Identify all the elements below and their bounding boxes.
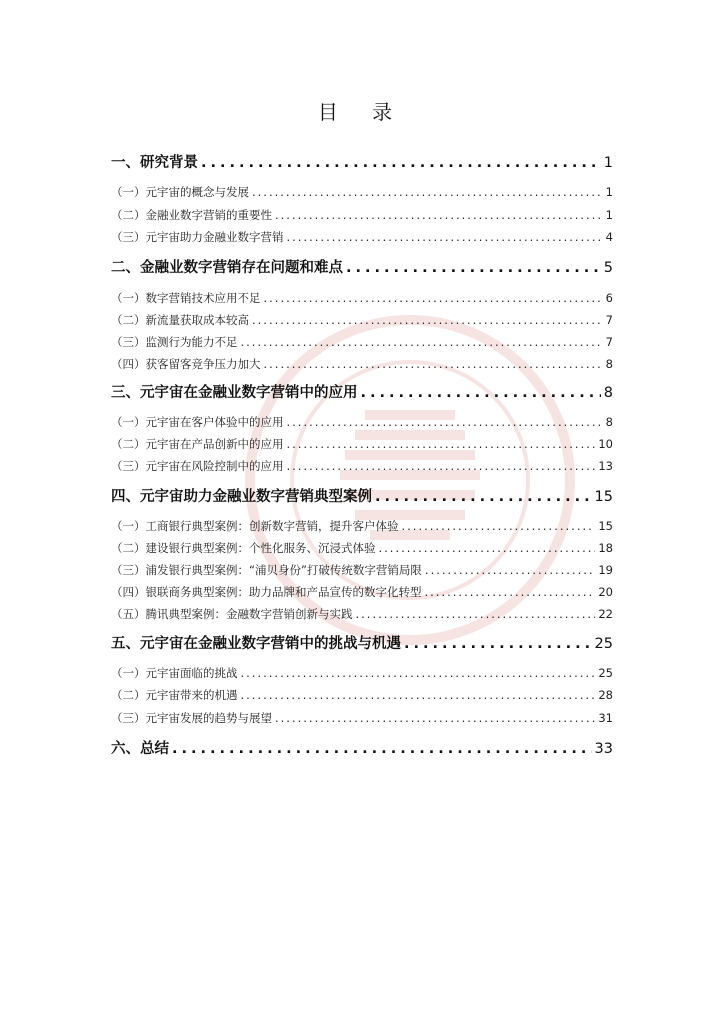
toc-section-entry[interactable] xyxy=(111,737,613,758)
toc-page-number: 25 xyxy=(598,666,613,680)
toc-leader-dots xyxy=(425,585,596,599)
toc-entry-title: （一）元宇宙在客户体验中的应用 xyxy=(111,415,284,429)
toc-subsection-entry[interactable] xyxy=(111,290,613,306)
toc-subsection-entry[interactable] xyxy=(111,458,613,474)
toc-subsection-entry[interactable] xyxy=(111,606,613,622)
toc-section-entry[interactable] xyxy=(111,485,613,506)
toc-leader-dots xyxy=(287,415,603,429)
toc-entry-title: （一）工商银行典型案例：创新数字营销，提升客户体验 xyxy=(111,519,399,533)
toc-entry-title: （四）银联商务典型案例：助力品牌和产品宣传的数字化转型 xyxy=(111,585,422,599)
toc-subsection-entry[interactable] xyxy=(111,540,613,556)
toc-subsection-entry[interactable] xyxy=(111,665,613,681)
toc-page-number: 31 xyxy=(598,711,613,725)
toc-subsection-entry[interactable] xyxy=(111,414,613,430)
toc-section-entry[interactable] xyxy=(111,256,613,277)
toc-leader-dots xyxy=(275,711,595,725)
toc-page-number: 8 xyxy=(605,357,613,371)
toc-entry-title: （三）浦发银行典型案例：“浦贝身份”打破传统数字营销局限 xyxy=(111,563,422,577)
toc-leader-dots xyxy=(346,260,601,276)
toc-leader-dots xyxy=(264,357,603,371)
toc-page-number: 5 xyxy=(603,260,613,276)
toc-page-number: 13 xyxy=(598,459,613,473)
toc-entry-title: 三、元宇宙在金融业数字营销中的应用 xyxy=(111,385,358,401)
toc-leader-dots xyxy=(172,741,592,757)
toc-entry-title: （二）建设银行典型案例：个性化服务、沉浸式体验 xyxy=(111,541,376,555)
toc-page-number: 1 xyxy=(605,185,613,199)
toc-leader-dots xyxy=(275,208,603,222)
toc-entry-title: 一、研究背景 xyxy=(111,155,198,171)
toc-entry-title: （一）元宇宙的概念与发展 xyxy=(111,185,249,199)
toc-entry-title: 六、总结 xyxy=(111,741,169,757)
toc-leader-dots xyxy=(264,291,603,305)
toc-leader-dots xyxy=(287,230,603,244)
toc-subsection-entry[interactable] xyxy=(111,562,613,578)
toc-page-number: 18 xyxy=(598,541,613,555)
toc-subsection-entry[interactable] xyxy=(111,356,613,372)
toc-entry-title: 五、元宇宙在金融业数字营销中的挑战与机遇 xyxy=(111,636,401,652)
toc-entry-title: （三）元宇宙在风险控制中的应用 xyxy=(111,459,284,473)
toc-leader-dots xyxy=(241,335,603,349)
toc-subsection-entry[interactable] xyxy=(111,710,613,726)
toc-section-entry[interactable] xyxy=(111,151,613,172)
toc-page-number: 4 xyxy=(605,230,613,244)
toc-page-number: 15 xyxy=(598,519,613,533)
toc-entry-title: （一）数字营销技术应用不足 xyxy=(111,291,261,305)
toc-entry-title: （一）元宇宙面临的挑战 xyxy=(111,666,238,680)
toc-page-number: 15 xyxy=(594,489,613,505)
toc-entry-title: （四）获客留客竞争压力加大 xyxy=(111,357,261,371)
toc-subsection-entry[interactable] xyxy=(111,687,613,703)
toc-leader-dots xyxy=(241,688,596,702)
toc-leader-dots xyxy=(361,385,601,401)
toc-subsection-entry[interactable] xyxy=(111,184,613,200)
toc-entry-title: 四、元宇宙助力金融业数字营销典型案例 xyxy=(111,489,372,505)
toc-entry-title: （三）监测行为能力不足 xyxy=(111,335,238,349)
toc-leader-dots xyxy=(252,185,603,199)
toc-section-entry[interactable] xyxy=(111,381,613,402)
toc-leader-dots xyxy=(404,636,592,652)
toc-leader-dots xyxy=(375,489,592,505)
toc-subsection-entry[interactable] xyxy=(111,334,613,350)
toc-leader-dots xyxy=(356,607,596,621)
toc-page-number: 8 xyxy=(605,415,613,429)
toc-page-number: 22 xyxy=(598,607,613,621)
toc-entry-title: （二）金融业数字营销的重要性 xyxy=(111,208,272,222)
toc-subsection-entry[interactable] xyxy=(111,436,613,452)
toc-leader-dots xyxy=(287,437,596,451)
toc-page-number: 33 xyxy=(594,741,613,757)
toc-entry-title: （三）元宇宙助力金融业数字营销 xyxy=(111,230,284,244)
toc-page-number: 25 xyxy=(594,636,613,652)
toc-subsection-entry[interactable] xyxy=(111,207,613,223)
toc-page-number: 6 xyxy=(605,291,613,305)
toc-entry-title: （二）新流量获取成本较高 xyxy=(111,313,249,327)
toc-page-number: 10 xyxy=(598,437,613,451)
toc-page-number: 7 xyxy=(605,335,613,349)
toc-leader-dots xyxy=(252,313,603,327)
toc-subsection-entry[interactable] xyxy=(111,584,613,600)
toc-page-number: 7 xyxy=(605,313,613,327)
toc-entry-title: （二）元宇宙在产品创新中的应用 xyxy=(111,437,284,451)
toc-entry-title: 二、金融业数字营销存在问题和难点 xyxy=(111,260,343,276)
toc-page-number: 20 xyxy=(598,585,613,599)
toc-page-number: 28 xyxy=(598,688,613,702)
toc-section-entry[interactable] xyxy=(111,632,613,653)
toc-leader-dots xyxy=(425,563,595,577)
toc-page-number: 1 xyxy=(605,208,613,222)
toc-leader-dots xyxy=(287,459,596,473)
toc-leader-dots xyxy=(402,519,596,533)
toc-entry-title: （五）腾讯典型案例：金融数字营销创新与实践 xyxy=(111,607,353,621)
toc-subsection-entry[interactable] xyxy=(111,312,613,328)
toc-leader-dots xyxy=(241,666,596,680)
toc-page-number: 19 xyxy=(598,563,613,577)
toc-leader-dots xyxy=(379,541,596,555)
toc-leader-dots xyxy=(201,155,601,171)
toc-page-number: 1 xyxy=(603,155,613,171)
toc-page-number: 8 xyxy=(603,385,613,401)
toc-entry-title: （三）元宇宙发展的趋势与展望 xyxy=(111,711,272,725)
toc-subsection-entry[interactable] xyxy=(111,229,613,245)
toc-subsection-entry[interactable] xyxy=(111,518,613,534)
toc-entry-title: （二）元宇宙带来的机遇 xyxy=(111,688,238,702)
page-title: 目 录 xyxy=(317,100,407,124)
